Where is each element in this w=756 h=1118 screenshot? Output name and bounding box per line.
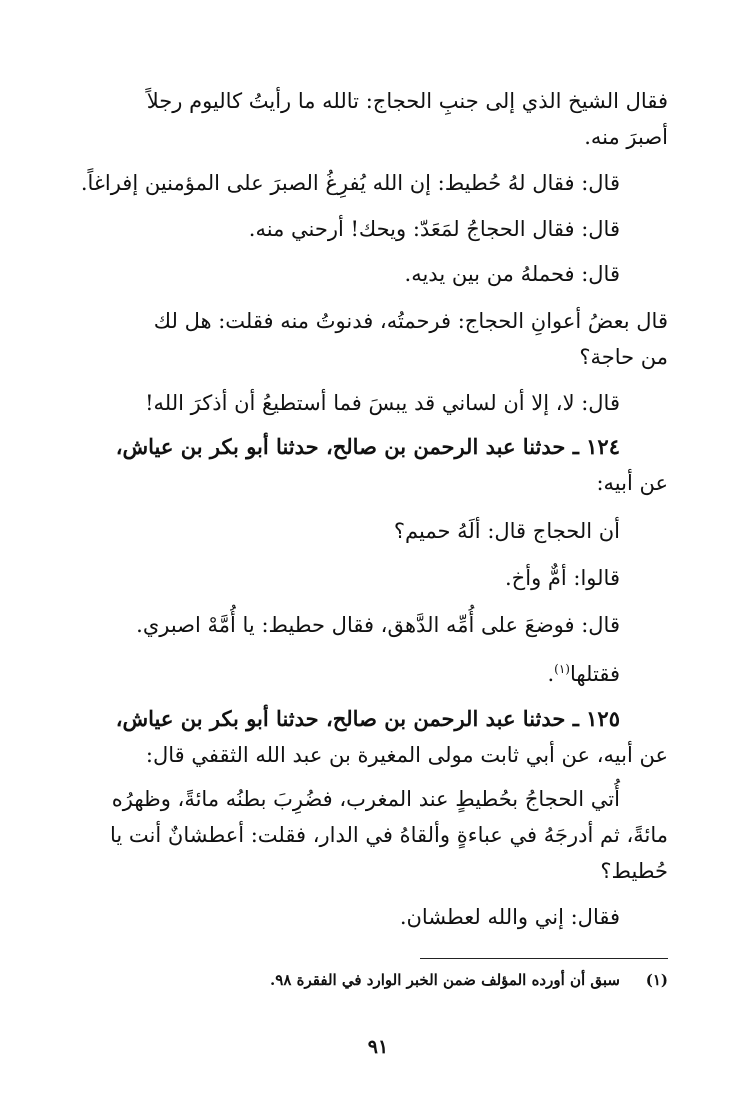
text-line: أُتي الحجاجُ بحُطيطٍ عند المغرب، فضُرِبَ بطنُه مائةً، وظهرُه bbox=[111, 787, 620, 811]
text-line: فقال الشيخ الذي إلى جنبِ الحجاج: تالله ما رأيتُ كاليوم رجلاً bbox=[146, 89, 668, 113]
text-line: قال: لا، إلا أن لساني قد يبسَ فما أستطيعُ أن أذكرَ الله! bbox=[145, 391, 620, 415]
text-line: قال بعضُ أعوانِ الحجاج: فرحمتُه، فدنوتُ منه فقلت: هل لك bbox=[153, 309, 668, 333]
text-fragment: فقتلها bbox=[569, 662, 620, 686]
text-line: مائةً، ثم أدرجَهُ في عباءةٍ وألقاهُ في الدار، فقلت: أعطشانٌ أنت يا bbox=[110, 823, 668, 847]
footnote-reference: (١) bbox=[554, 662, 570, 676]
text-line: أصبرَ منه. bbox=[584, 125, 668, 149]
text-line: أن الحجاج قال: ألَهُ حميم؟ bbox=[393, 519, 620, 543]
footnote-marker: (١) bbox=[645, 971, 668, 989]
text-line: قالوا: أمٌّ وأخ. bbox=[505, 566, 620, 590]
footnote-divider bbox=[420, 958, 668, 959]
text-line: قال: فحملهُ من بين يديه. bbox=[404, 262, 620, 286]
text-fragment: . bbox=[547, 662, 555, 686]
text-line: قال: فقال لهُ حُطيط: إن الله يُفرِغُ الصبرَ على المؤمنين إفراغاً. bbox=[80, 171, 620, 195]
hadith-125-heading: ١٢٥ ـ حدثنا عبد الرحمن بن صالح، حدثنا أبو بكر بن عياش، bbox=[115, 706, 620, 731]
text-line: من حاجة؟ bbox=[579, 345, 668, 369]
text-line: حُطيط؟ bbox=[600, 859, 668, 883]
text-line: عن أبيه، عن أبي ثابت مولى المغيرة بن عبد الله الثقفي قال: bbox=[145, 743, 668, 767]
text-line bbox=[547, 654, 620, 689]
text-line: عن أبيه: bbox=[596, 471, 668, 495]
page-number: ٩١ bbox=[367, 1036, 389, 1058]
text-line: فقال: إني والله لعطشان. bbox=[399, 905, 620, 929]
footnote bbox=[270, 968, 668, 992]
footnote-text: سبق أن أورده المؤلف ضمن الخبر الوارد في الفقرة ٩٨. bbox=[270, 971, 620, 989]
text-line: قال: فقال الحجاجُ لمَعَدّ: ويحك! أرحني منه. bbox=[248, 217, 620, 241]
hadith-124-heading: ١٢٤ ـ حدثنا عبد الرحمن بن صالح، حدثنا أبو بكر بن عياش، bbox=[115, 434, 620, 459]
text-line: قال: فوضعَ على أُمِّه الدَّهق، فقال حطيط: يا أُمَّهْ اصبري. bbox=[136, 613, 620, 637]
